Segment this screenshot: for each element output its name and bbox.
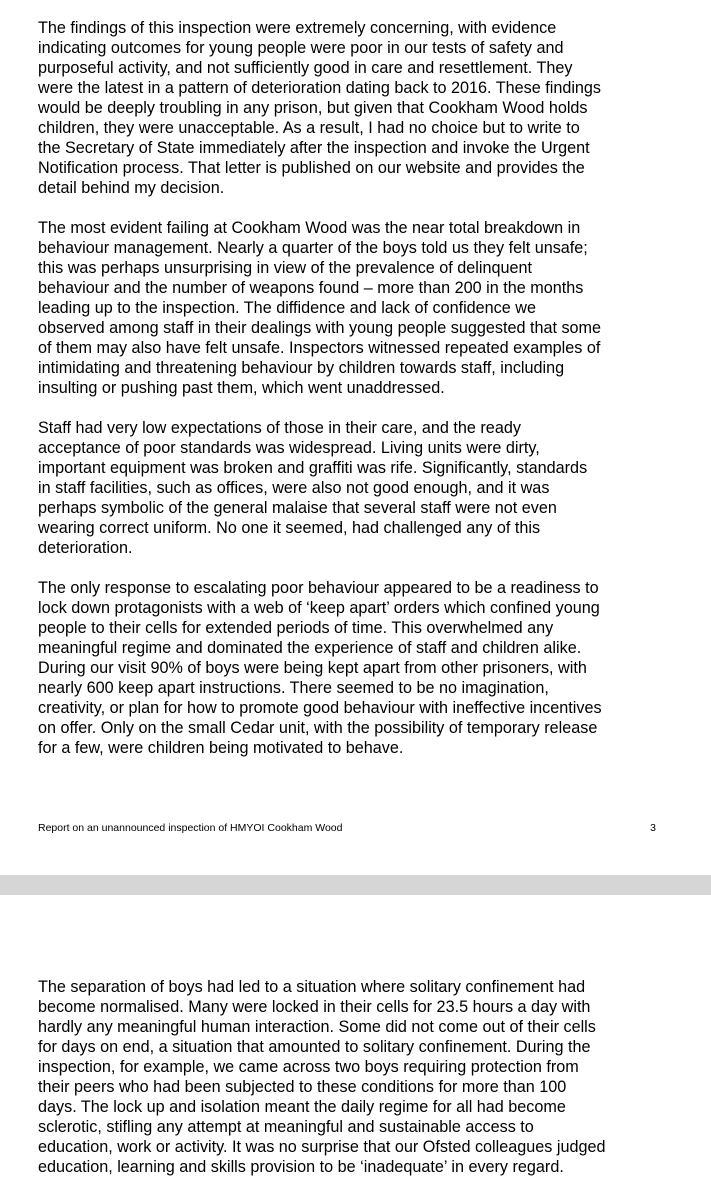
paragraph-low-expectations: Staff had very low expectations of those in their care, and the ready acceptance of poor standards was widespread. Living units were dirty, important equipment was broken and graffiti was rife. Significantly, standards in staff facilities, such as offices, were also not good enough, and it was perhaps symbolic of the general malaise that several staff were not even wearing correct uniform. No one it seemed, had challenged any of this deterioration. bbox=[38, 419, 588, 557]
paragraph-solitary-confinement: The separation of boys had led to a situation where solitary confinement had become normalised. Many were locked in their cells for 23.5 hours a day with hardly any meaningful human interaction. Some did not come out of their cells for days on end, a situation that amounted to solitary confinement. During the inspection, for example, we came across two boys requiring protection from their peers who had been subjected to these conditions for more than 100 days. The lock up and isolation meant the daily regime for all had become sclerotic, stifling any attempt at meaningful and sustainable access to education, work or activity. It was no surprise that our Ofsted colleagues judged education, learning and skills provision to be ‘inadequate’ in every regard. bbox=[38, 978, 606, 1176]
paragraph-findings: The findings of this inspection were extremely concerning, with evidence indicating outcomes for young people were poor in our tests of safety and purposeful activity, and not sufficiently good in care and resettlement. They were the latest in a pattern of deterioration dating back to 2016. These findings would be deeply troubling in any prison, but given that Cookham Wood holds children, they were unacceptable. As a result, I had no choice but to write to the Secretary of State immediately after the inspection and invoke the Urgent Notification process. That letter is published on our website and provides the detail behind my decision. bbox=[38, 19, 602, 197]
footer-page-number: 3 bbox=[650, 822, 656, 834]
paragraph-keep-apart: The only response to escalating poor behaviour appeared to be a readiness to lock down protagonists with a web of ‘keep apart’ orders which confined young people to their cells for extended periods of time. This overwhelmed any meaningful regime and dominated the experience of staff and children alike. During our visit 90% of boys were being kept apart from other prisoners, with nearly 600 keep apart instructions. There seemed to be no imagination, creativity, or plan for how to promote good behaviour with ineffective incentives on offer. Only on the small Cedar unit, with the possibility of temporary release for a few, were children being motivated to behave. bbox=[38, 579, 602, 757]
paragraph-behaviour-management: The most evident failing at Cookham Wood was the near total breakdown in behaviour management. Nearly a quarter of the boys told us they felt unsafe; this was perhaps unsurprising in view of the prevalence of delinquent behaviour and the number of weapons found – more than 200 in the months leading up to the inspection. The diffidence and lack of confidence we observed among staff in their dealings with young people suggested that some of them may also have felt unsafe. Inspectors witnessed repeated examples of intimidating and threatening behaviour by children towards staff, including insulting or pushing past them, which went unaddressed. bbox=[38, 219, 602, 397]
document-page-4 bbox=[0, 895, 711, 1200]
page-separator bbox=[0, 875, 711, 895]
footer-report-title: Report on an unannounced inspection of HMYOI Cookham Wood bbox=[38, 822, 343, 834]
